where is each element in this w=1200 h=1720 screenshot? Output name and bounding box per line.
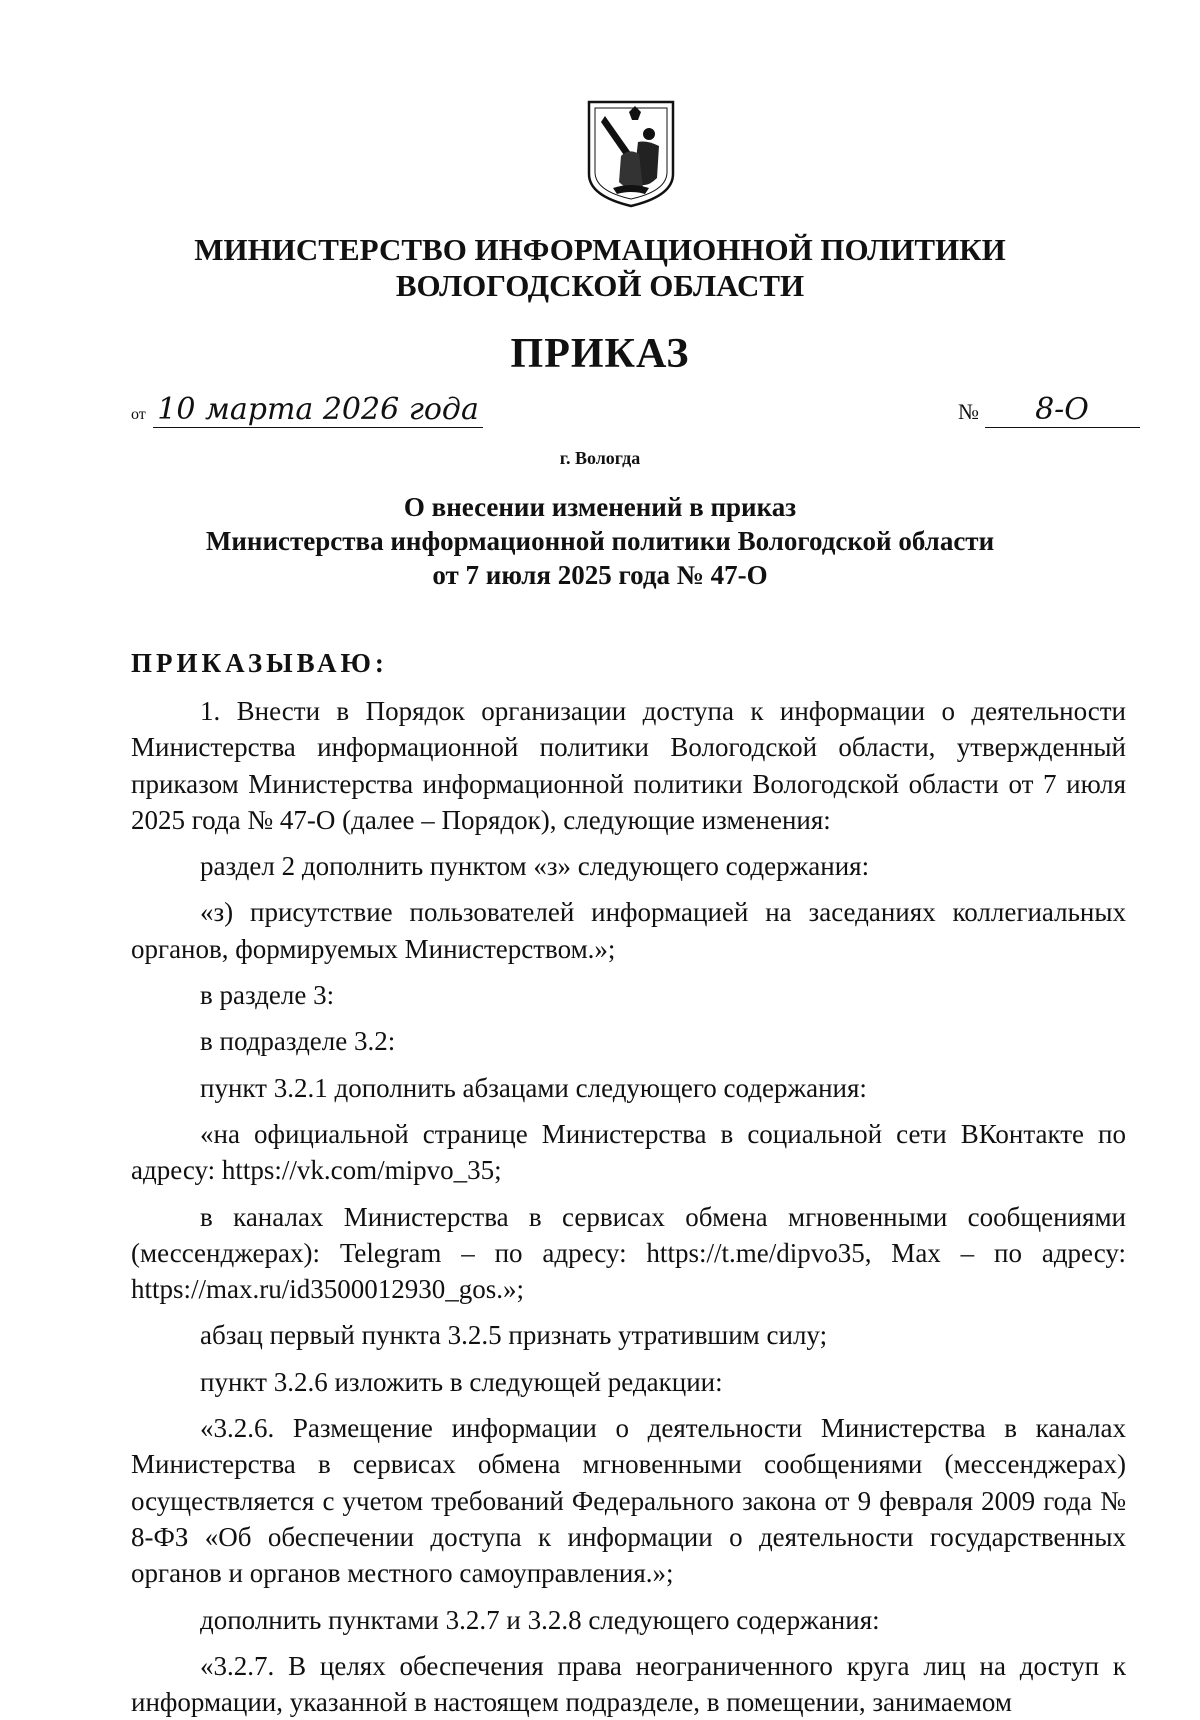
org-line-2: ВОЛОГОДСКОЙ ОБЛАСТИ [395,268,805,303]
organization-name [0,232,1200,304]
paragraph: «3.2.7. В целях обеспечения права неограниченного круга лиц на доступ к информации, указанной в настоящем подразделе, в помещении, занимаемом [131,1650,1126,1718]
document-number [958,392,1140,428]
document-type: ПРИКАЗ [510,331,690,377]
paragraph: «з) присутствие пользователей информацией на заседаниях коллегиальных органов, формируемых Министерством.»; [131,897,1126,964]
paragraph: «на официальной странице Министерства в социальной сети ВКонтакте по адресу: https://vk.com/mipvo_35; [131,1118,1126,1186]
paragraph: пункт 3.2.6 изложить в следующей редакции: [200,1366,723,1397]
org-line-1: МИНИСТЕРСТВО ИНФОРМАЦИОННОЙ ПОЛИТИКИ [194,232,1006,267]
coat-of-arms-icon [583,96,679,210]
subject-line-1: О внесении изменений в приказ [403,492,797,522]
paragraph: «3.2.6. Размещение информации о деятельности Министерства в каналах Министерства в сервисах обмена мгновенными сообщениями (мессенджерах) осуществляется с учетом требований Федерального закона от 9 февраля 2009 года № 8-ФЗ «Об обеспечении доступа к информации о деятельности государственных органов и органов местного самоуправления.»; [131,1413,1126,1589]
document-subject [0,490,1200,592]
paragraph: дополнить пунктами 3.2.7 и 3.2.8 следующего содержания: [200,1604,880,1635]
subject-line-2: Министерства информационной политики Вологодской области [205,526,995,556]
number-handwritten: 8-О [1035,392,1089,427]
date-handwritten: 10 марта 2026 года [157,392,479,427]
paragraph: 1. Внести в Порядок организации доступа к информации о деятельности Министерства информационной политики Вологодской области, утвержденный приказом Министерства информационной политики Вологодской области от 7 июля 2025 года № 47-О (далее – Порядок), следующие изменения: [131,696,1126,835]
document-body [131,693,1126,1720]
paragraph: раздел 2 дополнить пунктом «з» следующего содержания: [200,851,870,882]
document-date [131,392,483,428]
paragraph: в каналах Министерства в сервисах обмена мгновенными сообщениями (мессенджерах): Telegram – по адресу: https://t.me/dipvo35, Max – по адресу: https://max.ru/id3500012930_gos.»; [131,1201,1126,1305]
paragraph: абзац первый пункта 3.2.5 признать утратившим силу; [200,1320,828,1351]
decree-word: ПРИКАЗЫВАЮ: [131,648,388,678]
date-prefix: от [131,406,146,423]
paragraph: в подразделе 3.2: [200,1026,396,1057]
number-prefix: № [958,399,979,424]
paragraph: в разделе 3: [200,980,335,1011]
subject-line-3: от 7 июля 2025 года № 47-О [432,560,768,590]
paragraph: пункт 3.2.1 дополнить абзацами следующего содержания: [200,1072,867,1103]
city: г. Вологда [559,448,641,468]
